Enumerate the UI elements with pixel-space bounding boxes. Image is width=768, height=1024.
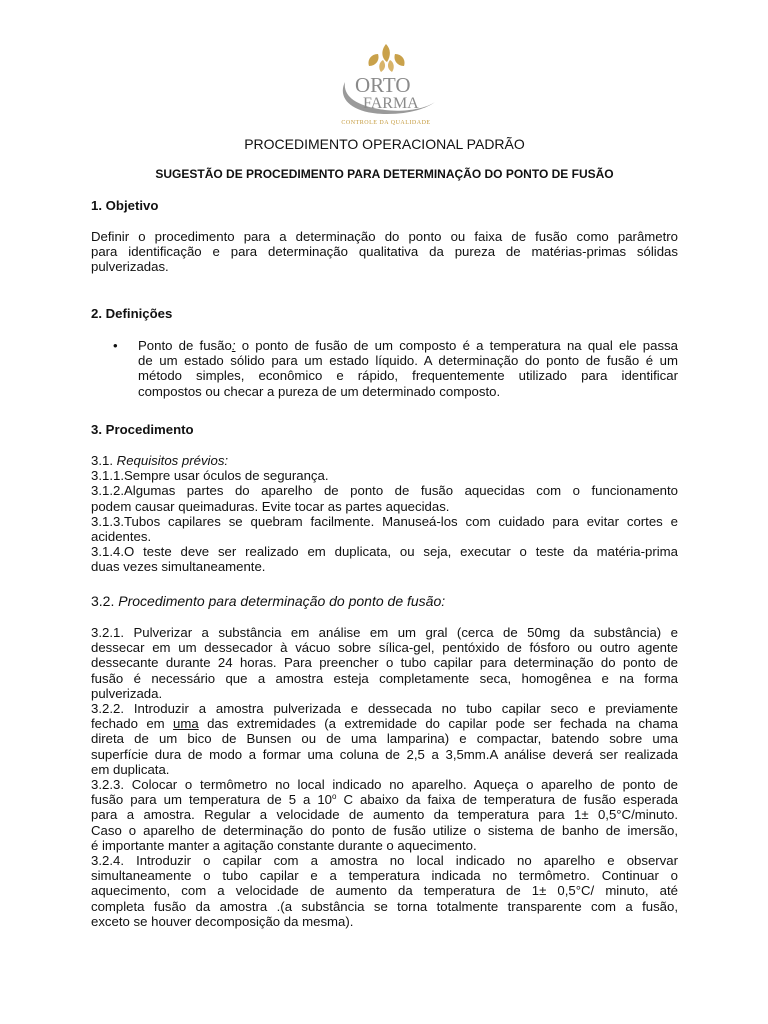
text-line: 3.2.1. Pulverizar a substância em análise em um gral (cerca de 50mg da substância) e [91,625,678,640]
text-line: pulverizadas. [91,259,169,275]
text-line: para a amostra. Regular a velocidade de aumento da temperatura para 1± 0,5°C/minuto. [91,807,678,823]
text-line: exceto se houver decomposição da mesma). [91,913,354,929]
svg-text:ORTO: ORTO [355,73,411,97]
page-subtitle: SUGESTÃO DE PROCEDIMENTO PARA DETERMINAÇÃO DO PONTO DE FUSÃO [155,167,614,181]
text-line: 3.2.3. Colocar o termômetro no local indicado no aparelho. Aqueça o aparelho de ponto de [91,777,678,793]
text-line: de um estado sólido para um estado líquido. A determinação do ponto de fusão é um [138,353,678,369]
orto-farma-logo [331,40,441,132]
text-line [138,338,678,353]
text-line: compostos ou checar a pureza de um determinado composto. [138,383,501,399]
text-fragment: fechado em [91,716,174,732]
text-line: duas vezes simultaneamente. [91,559,266,575]
text-line: 3.1.3.Tubos capilares se quebram facilmente. Manuseá-los com cuidado para evitar cortes e [91,513,678,529]
subsection-3-2-title [91,594,678,609]
text-line: 3.1.2.Algumas partes do aparelho de ponto de fusão aquecidas com o funcionamento [91,483,678,499]
text-line: método simples, econômico e rápido, frequentemente utilizado para identificar [138,368,678,384]
text-line: pulverizada. [91,685,163,701]
text-line: simultaneamente o tubo capilar e a temperatura indicada no termômetro. Continuar o [91,868,678,884]
page-title: PROCEDIMENTO OPERACIONAL PADRÃO [244,136,525,152]
bullet-icon: • [113,338,118,353]
text-fragment: C abaixo da faixa de temperatura de fusão esperada [336,792,679,808]
subsection-3-2-line [91,594,678,609]
text-line: é importante manter a agitação constante durante o aquecimento. [91,837,477,853]
section-3-2-body [91,625,678,929]
section-1-heading: 1. Objetivo [91,198,159,213]
subsection-3-1-title [91,453,678,468]
section-3-1 [91,453,678,575]
text-line: podem causar queimaduras. Evite tocar as partes aquecidas. [91,498,450,514]
text-line: acidentes. [91,529,152,545]
subsection-number: 3.2. [91,593,119,609]
superscript-degree: o [332,792,337,802]
text-line: dessecar em um dessecador à vácuo sobre sílica-gel, pentóxido de fósforo ou outro agente [91,640,678,656]
text-line: aquecimento, com a velocidade de aumento da temperatura de 1± 0,5°C/ minuto, até [91,883,678,899]
subsection-number: 3.1. [91,453,117,468]
text-line: direta de um bico de Bunsen ou de uma lamparina) e compactar, batendo sobre uma [91,731,678,747]
definition-term: Ponto de fusão [138,338,232,353]
section-1-body [91,229,678,275]
definition-first-line: o ponto de fusão de um composto é a temperatura na qual ele passa [235,338,678,353]
text-line: para identificação e para determinação qualitativa da pureza de matérias-primas sólidas [91,244,678,260]
logo-graphic [331,40,441,120]
svg-text:FARMA: FARMA [363,95,419,112]
text-line: 3.2.2. Introduzir a amostra pulverizada e dessecada no tubo capilar seco e previamente [91,701,678,717]
section-2-heading: 2. Definições [91,306,173,321]
text-line: completa fusão da amostra .(a substância se torna totalmente transparente com a fusão, [91,898,678,914]
text-line: em duplicata. [91,761,170,777]
text-fragment: das extremidades (a extremidade do capilar pode ser fechada na chama [198,716,678,732]
section-3-heading: 3. Procedimento [91,422,194,437]
subsection-title: Requisitos prévios: [116,453,229,468]
logo-caption: CONTROLE DA QUALIDADE [341,120,431,126]
definition-term-sep: : [231,338,236,353]
text-line [91,792,678,807]
text-line [91,716,678,731]
text-line: dessecante durante 24 horas. Para preencher o tubo capilar para determinação do ponto de [91,655,678,671]
text-line: Definir o procedimento para a determinação do ponto ou faixa de fusão como parâmetro [91,229,678,244]
text-line: fusão é necessário que a amostra esteja completamente seca, homogênea e na forma [91,670,678,686]
text-fragment: fusão para um temperatura de 5 a 10 [91,792,333,808]
text-line: superfície dura de modo a formar uma coluna de 2,5 a 3,5mm.A análise deverá ser realizada [91,746,678,762]
definition-text [138,338,678,399]
underlined-word: uma [173,716,199,732]
text-line: 3.1.1.Sempre usar óculos de segurança. [91,468,329,484]
text-line: 3.2.4. Introduzir o capilar com a amostra no local indicado no aparelho e observar [91,853,678,869]
text-line: Caso o aparelho de determinação do ponto de fusão utilize o sistema de banho de imersão, [91,822,678,838]
subsection-title: Procedimento para determinação do ponto de fusão: [118,593,446,609]
text-line: 3.1.4.O teste deve ser realizado em duplicata, ou seja, executar o teste da matéria-prima [91,544,678,560]
